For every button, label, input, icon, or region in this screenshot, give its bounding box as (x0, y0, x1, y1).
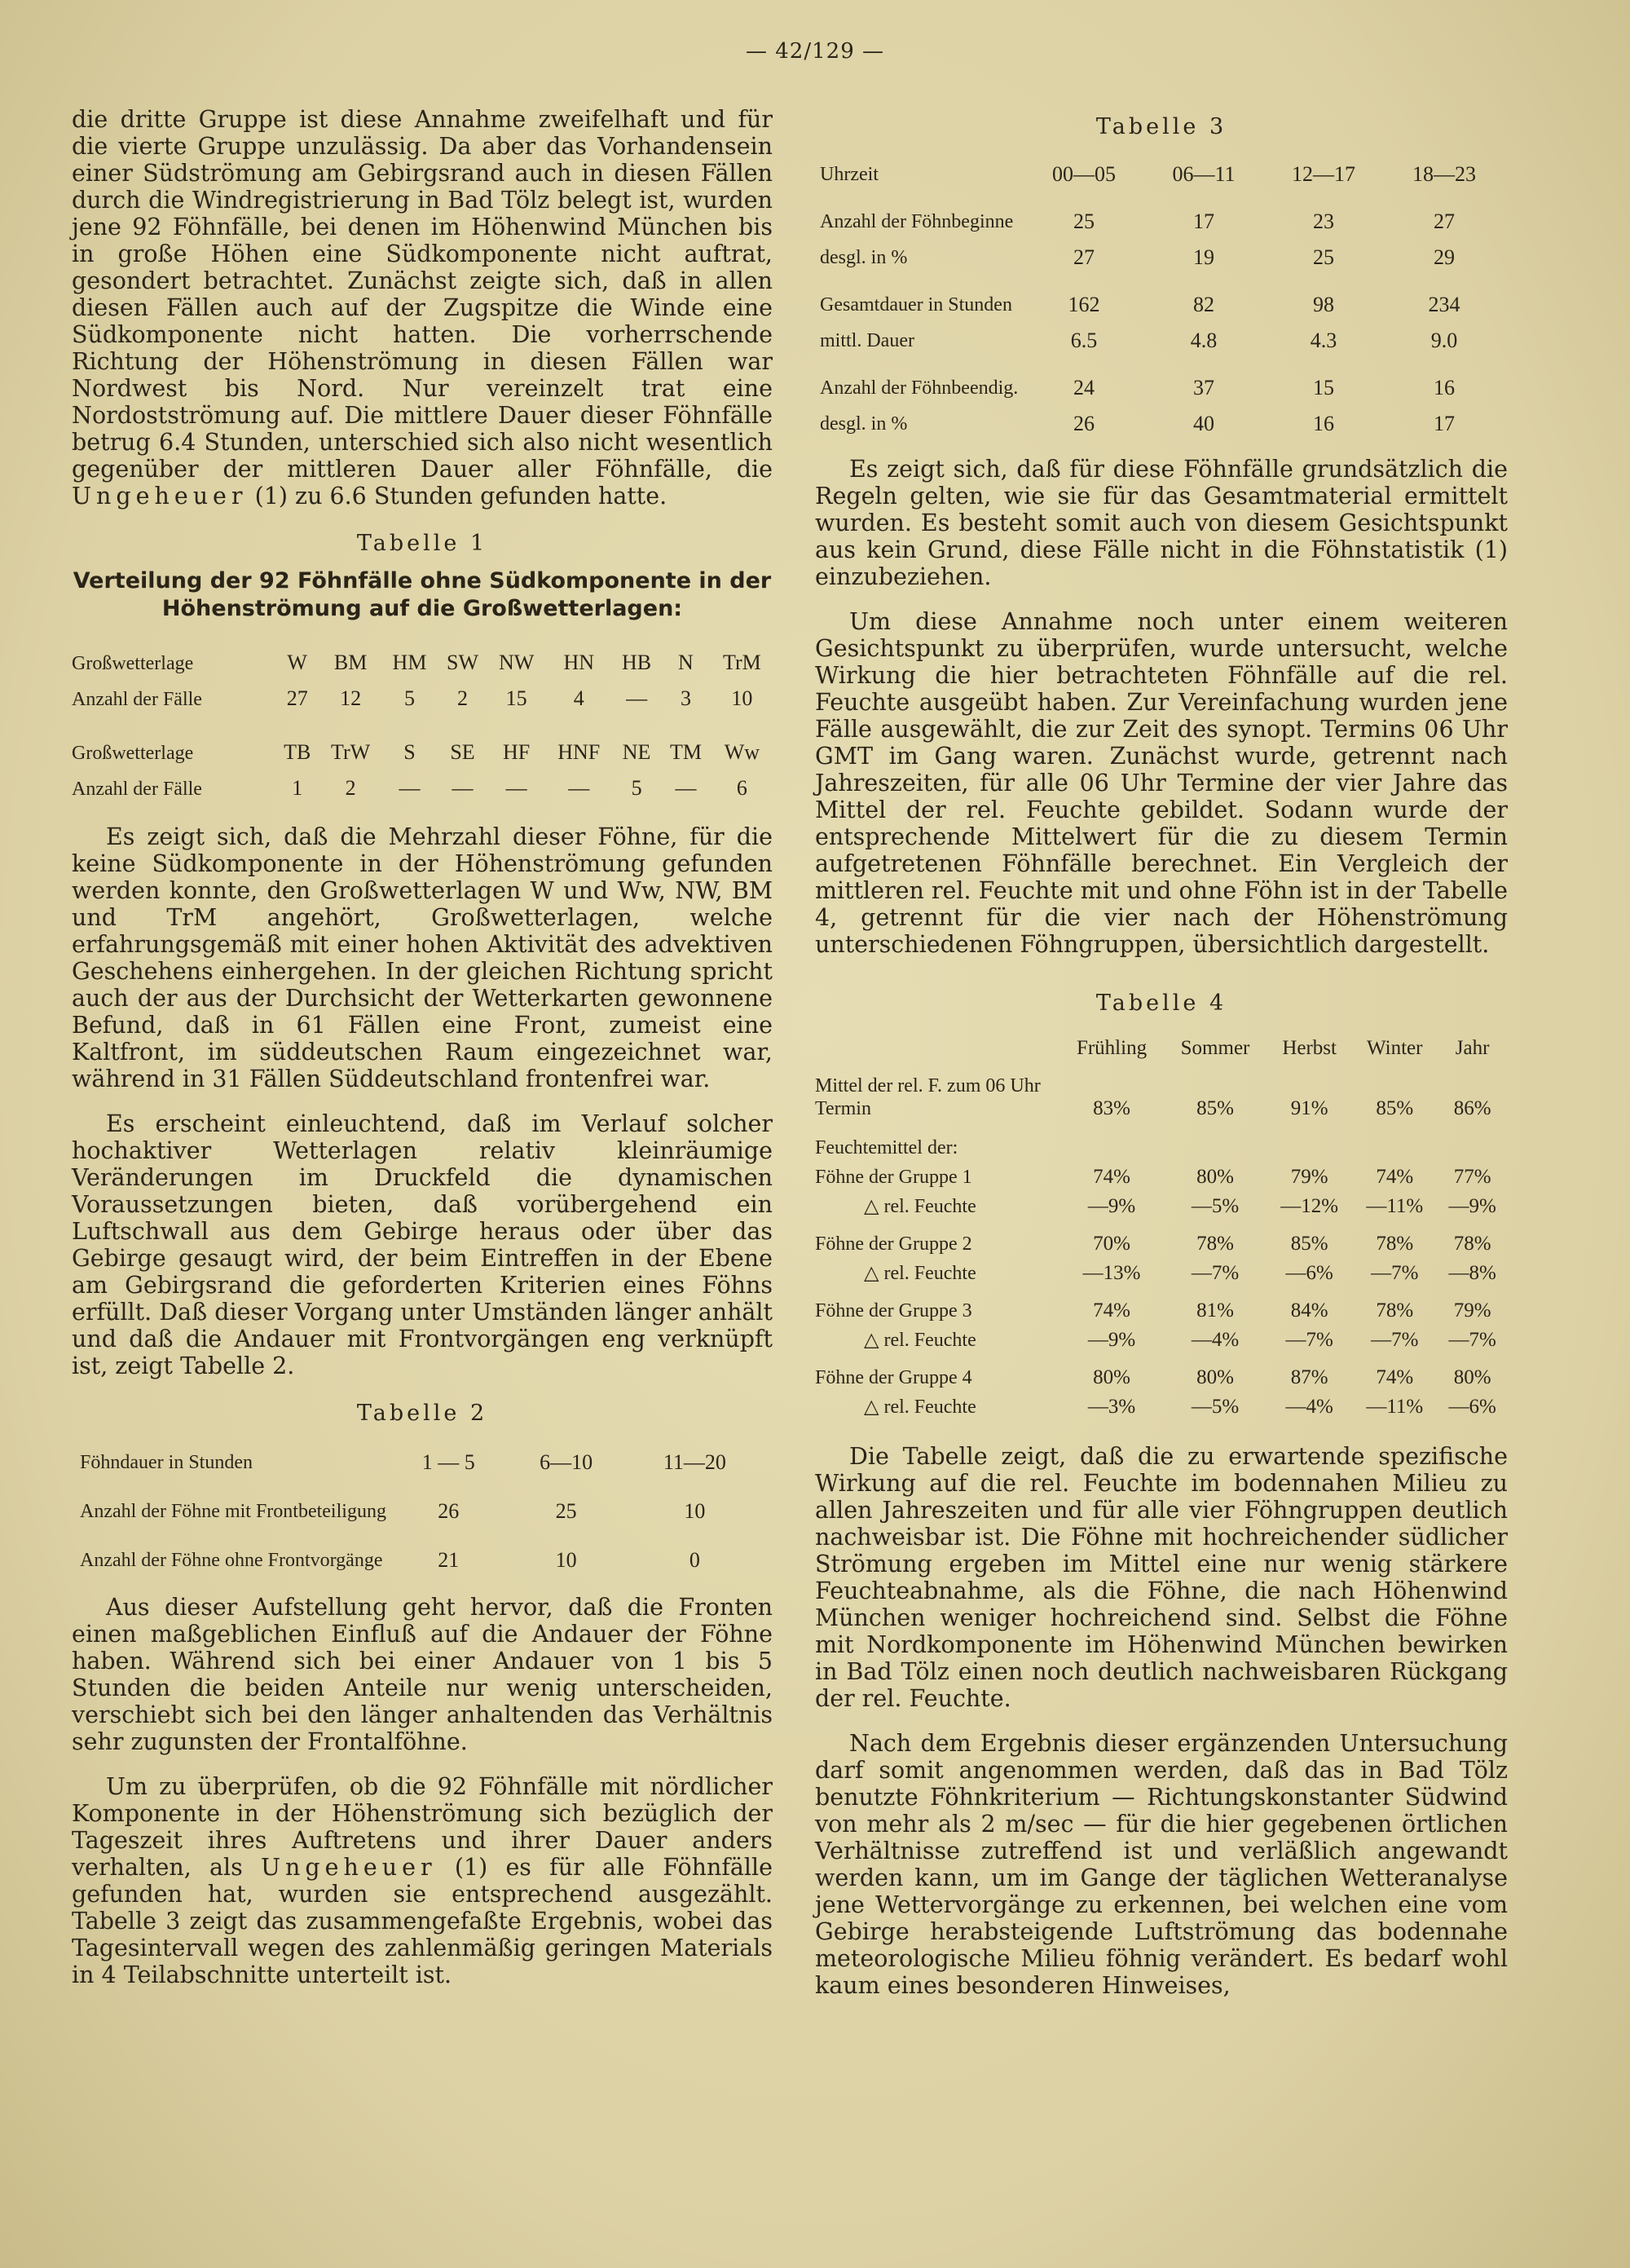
table-cell (1060, 1120, 1508, 1159)
right-paragraph-4: Nach dem Ergebnis dieser ergänzenden Untersuchung darf somit angenommen werden, daß das in Bad Tölz benutzte Föhnkriterium — Richtungskonstanter Südwind von mehr als 2 m/sec — für die hier gegebenen örtlichen Verhältnisse zutreffend ist und verläßlich angewandt werden kann, um im Gange der täglichen Wetteranalyse jene Wettervorgänge zu erkennen, bei welchen eine vom Gebirge herabsteigende Luftströmung das bodennahe meteorologische Milieu föhnig verändert. Es bedarf wohl kaum eines besonderen Hinweises, (815, 1730, 1508, 1999)
table-cell: 00—05 (1051, 162, 1116, 186)
table-cell: 79% (1290, 1166, 1328, 1188)
table-cell: 5 (404, 686, 415, 710)
table-cell: 24 (1073, 376, 1095, 399)
table-row (80, 1524, 764, 1573)
table-cell: 80% (1093, 1366, 1130, 1388)
table-cell: TB (284, 740, 311, 764)
table-cell: Föhne der Gruppe 1 (815, 1167, 972, 1188)
table-cell: — (505, 776, 527, 800)
table-cell: —11% (1366, 1195, 1424, 1217)
table-cell: 19 (1193, 245, 1214, 269)
table-row (820, 353, 1504, 400)
author-name: Ungeheuer (261, 1854, 437, 1881)
table-row (820, 400, 1504, 436)
table-cell: 25 (1073, 210, 1095, 233)
table-cell: 82 (1193, 293, 1214, 316)
table-cell: Feuchtemittel der: (815, 1137, 958, 1158)
table2-caption: Tabelle 2 (356, 1401, 488, 1426)
right-paragraph-1: Es zeigt sich, daß für diese Föhnfälle grundsätzlich die Regeln gelten, wie sie für das Gesamtmaterial ermittelt wurden. Es besteht somit auch von diesem Gesichtspunkt aus kein Grund, diese Fälle nicht in die Föhnstatistik (1) einzubeziehen. (815, 456, 1508, 590)
table-cell: 6—10 (540, 1450, 593, 1474)
table-row (72, 675, 773, 711)
table-cell: HN (563, 651, 595, 674)
table-cell: 78% (1453, 1233, 1491, 1255)
table-row (815, 1285, 1508, 1322)
table3-caption: Tabelle 3 (1095, 114, 1227, 139)
table-cell: 74% (1093, 1299, 1130, 1322)
table-cell: —8% (1448, 1262, 1496, 1284)
table-row (820, 270, 1504, 317)
table-cell: Gesamtdauer in Stunden (820, 294, 1012, 315)
table1-label: Anzahl der Fälle (72, 689, 202, 710)
table-cell: 12—17 (1292, 162, 1356, 186)
table-cell: 86% (1453, 1097, 1491, 1119)
table-cell: —12% (1280, 1195, 1339, 1217)
table-cell: —7% (1371, 1262, 1419, 1284)
table-cell: Winter (1367, 1037, 1423, 1059)
table-cell: 27 (1434, 210, 1455, 233)
table-cell: 1 — 5 (421, 1450, 475, 1474)
table-3 (820, 151, 1504, 436)
table-cell: —6% (1448, 1396, 1496, 1418)
table-cell: — (675, 776, 697, 800)
table-row (815, 1322, 1508, 1352)
table-row (815, 1218, 1508, 1255)
table-cell: Herbst (1282, 1037, 1337, 1059)
table-cell: 0 (689, 1548, 700, 1572)
table-cell (72, 711, 773, 729)
table-cell: 4.3 (1310, 329, 1337, 352)
table-cell: 81% (1196, 1299, 1234, 1322)
table-cell: △ rel. Feuchte (864, 1196, 976, 1217)
table-cell: 16 (1313, 412, 1335, 435)
table-cell: —4% (1191, 1329, 1240, 1351)
table-cell: 17 (1193, 210, 1214, 233)
table-row (820, 317, 1504, 353)
table-cell: △ rel. Feuchte (864, 1397, 976, 1418)
table-cell: 78% (1376, 1233, 1414, 1255)
left-paragraph-1 (72, 106, 773, 510)
table-row (72, 729, 773, 765)
table-cell: —9% (1087, 1195, 1136, 1217)
table-cell: Föhne der Gruppe 4 (815, 1367, 972, 1388)
table-cell: —3% (1087, 1396, 1136, 1418)
table-row (815, 1120, 1508, 1159)
left-paragraph-3: Es erscheint einleuchtend, daß im Verlauf solcher hochaktiver Wetterlagen relativ kleinräumige Veränderungen im Druckfeld die dynamischen Voraussetzungen bieten, daß vorübergehend ein Luftschwall aus dem Gebirge heraus oder über das Gebirge gesaugt wird, der beim Eintreffen in der Ebene am Gebirgsrand die geforderten Kriterien eines Föhns erfüllt. Daß dieser Vorgang unter Umständen länger anhält und daß die Andauer mit Frontvorgängen eng verknüpft ist, zeigt Tabelle 2. (72, 1110, 773, 1379)
table-row (815, 1060, 1508, 1120)
table-row (815, 1255, 1508, 1285)
table-cell: 162 (1068, 293, 1100, 316)
table-cell: W (287, 651, 307, 674)
table-cell: Anzahl der Föhnbeendig. (820, 377, 1019, 399)
table-cell: —9% (1448, 1195, 1496, 1217)
table-cell: Föhne der Gruppe 3 (815, 1300, 972, 1322)
table-cell: △ rel. Feuchte (864, 1330, 976, 1351)
table-cell: 78% (1196, 1233, 1234, 1255)
table-cell: —7% (1448, 1329, 1496, 1351)
table-cell: N (678, 651, 694, 674)
table-cell: 23 (1313, 210, 1335, 233)
table-cell: Mittel der rel. F. zum 06 Uhr Termin (815, 1075, 1041, 1119)
table-cell: △ rel. Feuchte (864, 1263, 976, 1284)
table-cell: 25 (1313, 245, 1335, 269)
table-cell: —7% (1371, 1329, 1419, 1351)
table-row (820, 187, 1504, 234)
table-cell: 74% (1376, 1166, 1414, 1188)
right-column (815, 106, 1508, 2017)
text-span: Um zu überprüfen, ob die 92 Föhnfälle mit nördlicher Komponente in der Höhenströmung sich bezüglich der Tageszeit ihres Auftretens und ihrer Dauer anders verhalten, als (72, 1773, 773, 1881)
table-cell: 83% (1093, 1097, 1130, 1119)
table-cell: 27 (286, 686, 308, 710)
table-cell: 12 (340, 686, 362, 710)
table-cell: 80% (1453, 1366, 1491, 1388)
table-cell: 85% (1290, 1233, 1328, 1255)
table-cell: HF (503, 740, 531, 764)
table-cell: 79% (1453, 1299, 1491, 1322)
table-cell: Anzahl der Föhne mit Frontbeteiligung (80, 1501, 386, 1522)
table-cell: 26 (1073, 412, 1095, 435)
left-column (72, 106, 773, 2006)
table-cell: 37 (1193, 376, 1214, 399)
table1-caption: Tabelle 1 (356, 531, 488, 556)
left-paragraph-4: Aus dieser Aufstellung geht hervor, daß die Fronten einen maßgeblichen Einfluß auf die Andauer der Föhne haben. Während sich bei einer Andauer von 1 bis 5 Stunden die beiden Anteile nur wenig unterscheiden, verschiebt sich bei den länger anhaltenden das Verhältnis sehr zugunsten der Frontalföhne. (72, 1594, 773, 1755)
table4-caption: Tabelle 4 (1095, 991, 1227, 1016)
text-span: die dritte Gruppe ist diese Annahme zweifelhaft und für die vierte Gruppe unzulässig. Da aber das Vorhandensein einer Südströmung am Gebirgsrand auch in diesen Fällen durch die Windregistrierung in Bad Tölz belegt ist, wurden jene 92 Föhnfälle, bei denen im Höhenwind München bis in große Höhen eine Südkomponente nicht auftrat, gesondert betrachtet. Zunächst zeigte sich, daß in allen diesen Fällen auch auf der Zugspitze die Winde eine Südkomponente nicht hatten. Die vorherrschende Richtung der Höhenströmung in diesen Fällen war Nordwest bis Nord. Nur vereinzelt trat eine Nordostströmung auf. Die mittlere Dauer dieser Föhnfälle betrug 6.4 Stunden, unterschied sich also nicht wesentlich gegenüber der mittleren Dauer aller Föhnfälle, die (72, 106, 773, 483)
table-cell (815, 1027, 1060, 1060)
table-cell: HM (392, 651, 427, 674)
table1-title: Verteilung der 92 Föhnfälle ohne Südkomponente in der Höhenströmung auf die Großwetterlagen: (73, 568, 772, 621)
table-cell: Anzahl der Föhne ohne Frontvorgänge (80, 1550, 383, 1571)
table-cell: 87% (1290, 1366, 1328, 1388)
table-cell: 26 (438, 1499, 460, 1523)
table-cell: Uhrzeit (820, 164, 879, 185)
author-name: Ungeheuer (72, 483, 248, 510)
table-cell: Jahr (1455, 1037, 1490, 1059)
table-cell: 10 (731, 686, 753, 710)
table-cell: Anzahl der Föhnbeginne (820, 211, 1014, 232)
left-paragraph-5 (72, 1773, 773, 1988)
table-cell: 2 (345, 776, 356, 800)
table-row (72, 639, 773, 675)
table-row (815, 1352, 1508, 1389)
table-cell: 16 (1434, 376, 1455, 399)
table-cell: 98 (1313, 293, 1335, 316)
table-cell: — (626, 686, 648, 710)
table-cell: NW (498, 651, 535, 674)
table-cell: 6.5 (1070, 329, 1098, 352)
table-cell: 4.8 (1190, 329, 1218, 352)
table-row (815, 1189, 1508, 1218)
table-cell: 77% (1453, 1166, 1491, 1188)
table1-label: Großwetterlage (72, 653, 194, 674)
table-cell: desgl. in % (820, 247, 908, 268)
table-cell: 3 (680, 686, 691, 710)
table-cell: 25 (555, 1499, 577, 1523)
table-cell: 4 (573, 686, 584, 710)
table-cell: 70% (1093, 1233, 1130, 1255)
table-cell: 91% (1290, 1097, 1328, 1119)
table-row (80, 1475, 764, 1524)
table-cell: BM (333, 651, 368, 674)
table-cell: TM (669, 740, 702, 764)
table-cell: 21 (438, 1548, 460, 1572)
table-cell: —9% (1087, 1329, 1136, 1351)
table-cell: S (403, 740, 416, 764)
table-cell: 10 (555, 1548, 577, 1572)
table-cell: Sommer (1180, 1037, 1250, 1059)
table-row (820, 151, 1504, 187)
page-number: — 42/129 — (746, 39, 884, 64)
table-cell: 15 (505, 686, 527, 710)
table-cell: 06—11 (1172, 162, 1236, 186)
table-cell: 1 (292, 776, 303, 800)
table-row (815, 1389, 1508, 1419)
table-cell: 27 (1073, 245, 1095, 269)
table-cell: —4% (1285, 1396, 1333, 1418)
table-cell: desgl. in % (820, 413, 908, 435)
table-2 (80, 1437, 764, 1573)
table-cell: 9.0 (1430, 329, 1458, 352)
table-cell: 5 (631, 776, 642, 800)
table-cell: 80% (1196, 1366, 1234, 1388)
right-paragraph-2: Um diese Annahme noch unter einem weiteren Gesichtspunkt zu überprüfen, wurde untersucht, welche Wirkung die hier betrachteten Föhnfälle auf die rel. Feuchte ausgeübt haben. Zur Vereinfachung wurden jene Fälle ausgewählt, die zur Zeit des synopt. Termins 06 Uhr GMT im Gang waren. Zunächst wurde, getrennt nach Jahreszeiten, für alle 06 Uhr Termine der vier Jahre das Mittel der rel. Feuchte gebildet. Sodann wurde der entsprechende Mittelwert für die zu diesem Termin aufgetretenen Föhnfälle berechnet. Ein Vergleich der mittleren rel. Feuchte mit und ohne Föhn ist in der Tabelle 4, getrennt für die vier nach der Höhenströmung unterschiedenen Föhngruppen, übersichtlich dargestellt. (815, 608, 1508, 958)
table-cell: —11% (1366, 1396, 1424, 1418)
table-row (72, 711, 773, 729)
table-cell: 18—23 (1412, 162, 1476, 186)
table1-label: Großwetterlage (72, 743, 194, 764)
table-cell: —13% (1082, 1262, 1141, 1284)
table-cell: 6 (736, 776, 747, 800)
table-cell: 11—20 (663, 1450, 726, 1474)
table-cell: SW (447, 651, 478, 674)
table-cell: 78% (1376, 1299, 1414, 1322)
left-paragraph-2: Es zeigt sich, daß die Mehrzahl dieser Föhne, für die keine Südkomponente in der Höhenströmung gefunden werden konnte, den Großwetterlagen W und Ww, NW, BM und TrM angehört, Großwetterlagen, welche erfahrungsgemäß mit einer hohen Aktivität des advektiven Geschehens einhergehen. In der gleichen Richtung spricht auch der aus der Durchsicht der Wetterkarten gewonnene Befund, daß in 61 Fällen eine Front, zumeist eine Kaltfront, im süddeutschen Raum eingezeichnet war, während in 31 Fällen Süddeutschland frontenfrei war. (72, 823, 773, 1092)
table-cell: — (568, 776, 590, 800)
right-paragraph-3: Die Tabelle zeigt, daß die zu erwartende spezifische Wirkung auf die rel. Feuchte im bodennahen Milieu zu allen Jahreszeiten und für alle vier Föhngruppen deutlich nachweisbar ist. Die Föhne mit hochreichender südlicher Strömung ergeben im Mittel eine nur wenig stärkere Feuchteabnahme, als die Föhne, die nach Höhenwind München weniger hochreichend sind. Selbst die Föhne mit Nordkomponente im Höhenwind München bewirken in Bad Tölz einen noch deutlich nachweisbaren Rückgang der rel. Feuchte. (815, 1443, 1508, 1712)
table-1 (72, 639, 773, 801)
table-row (72, 765, 773, 801)
table-cell: 15 (1313, 376, 1335, 399)
table-cell: Föhne der Gruppe 2 (815, 1233, 972, 1255)
table-cell: Föhndauer in Stunden (80, 1452, 253, 1473)
table-cell: Frühling (1076, 1037, 1148, 1059)
table-cell: HB (622, 651, 652, 674)
table-cell: —6% (1285, 1262, 1333, 1284)
table-cell: mittl. Dauer (820, 330, 914, 351)
table-cell: 17 (1434, 412, 1455, 435)
table-cell: 234 (1428, 293, 1460, 316)
table-cell: 74% (1376, 1366, 1414, 1388)
table-row (815, 1159, 1508, 1189)
table-cell: 10 (684, 1499, 706, 1523)
table-row (820, 234, 1504, 270)
table-cell: 2 (457, 686, 468, 710)
table-cell: —7% (1191, 1262, 1240, 1284)
table-cell: SE (450, 740, 475, 764)
table-cell: 85% (1196, 1097, 1234, 1119)
table-cell: HNF (557, 740, 601, 764)
table-cell: NE (622, 740, 651, 764)
table-row (80, 1437, 764, 1475)
table-cell: 40 (1193, 412, 1214, 435)
table-cell: —5% (1191, 1396, 1240, 1418)
text-span: (1) es für alle Föhnfälle gefunden hat, wurden sie entsprechend ausgezählt. Tabelle 3 zeigt das zusammengefaßte Ergebnis, wobei das Tagesintervall wegen des zahlenmäßig geringen Materials in 4 Teilabschnitte unterteilt ist. (72, 1854, 773, 1988)
table-cell: —5% (1191, 1195, 1240, 1217)
table-cell: TrM (723, 651, 761, 674)
table-cell: TrW (331, 740, 371, 764)
table-cell: — (452, 776, 474, 800)
table-cell: 80% (1196, 1166, 1234, 1188)
table-cell: —7% (1285, 1329, 1333, 1351)
table-cell: — (399, 776, 421, 800)
table-cell: Ww (724, 740, 760, 764)
table-header-row (815, 1027, 1508, 1060)
table-cell: 85% (1376, 1097, 1414, 1119)
table-cell: 74% (1093, 1166, 1130, 1188)
table-cell: 29 (1434, 245, 1455, 269)
text-span: (1) zu 6.6 Stunden gefunden hatte. (254, 483, 667, 510)
table-4 (815, 1027, 1508, 1419)
table1-label: Anzahl der Fälle (72, 779, 202, 800)
table-cell: 84% (1290, 1299, 1328, 1322)
